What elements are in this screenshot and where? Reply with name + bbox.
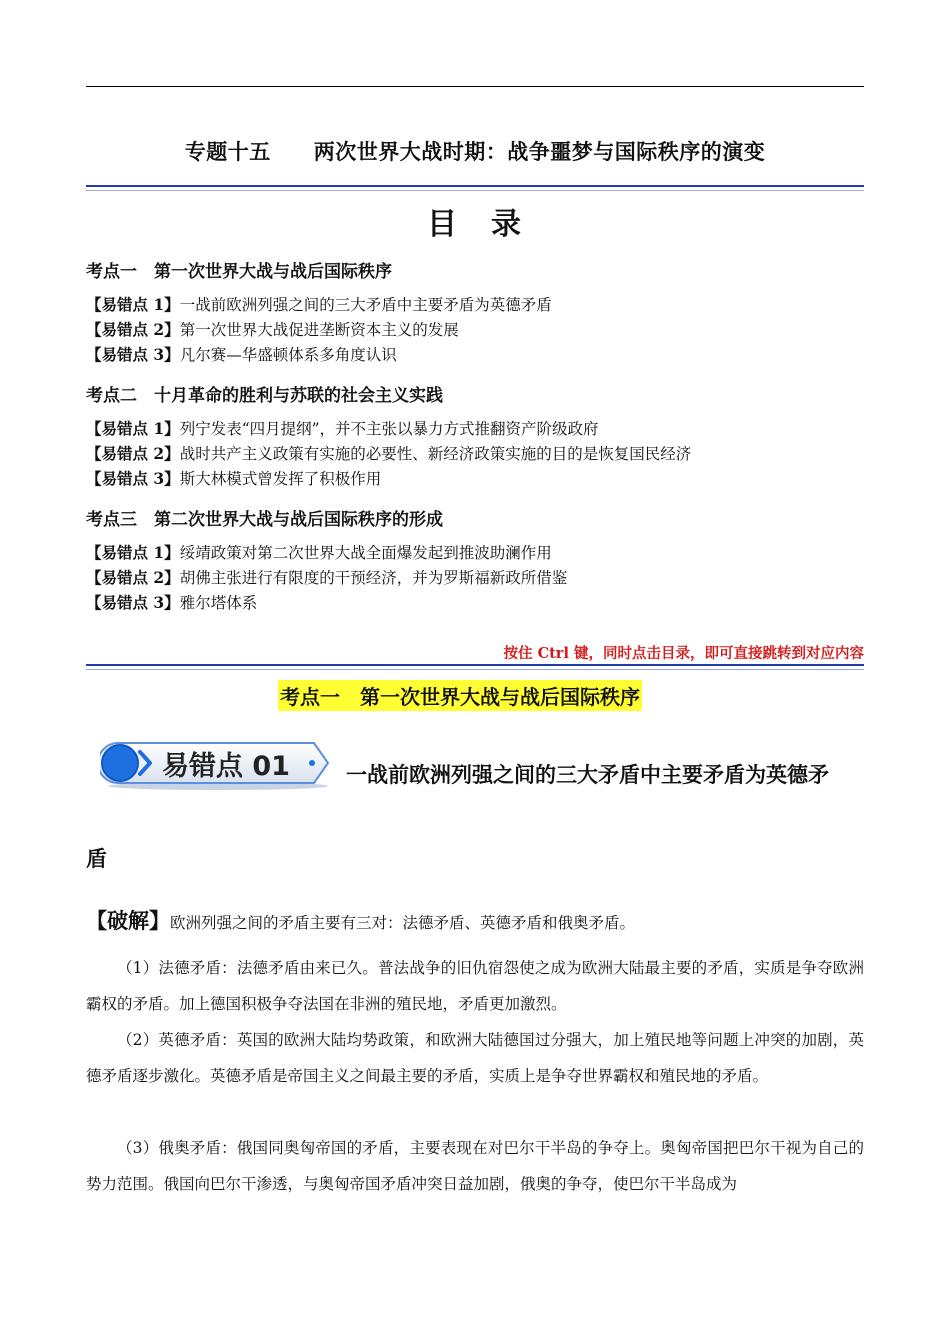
badge-label: 易错点 01 (162, 751, 290, 782)
toc-end-rule-under (86, 669, 864, 670)
toc-item-label: 【易错点 2】 (86, 320, 180, 339)
paragraph-2: （2）英德矛盾：英国的欧洲大陆均势政策，和欧洲大陆德国过分强大，加上殖民地等问题上冲突的加剧，英德矛盾逐步激化。英德矛盾是帝国主义之间最主要的矛盾，实质上是争夺世界霸权和殖民地的矛盾。 (86, 1031, 864, 1085)
toc-section-3[interactable]: 考点三 第二次世界大战与战后国际秩序的形成 (86, 510, 443, 530)
toc-item-text: 第一次世界大战促进垄断资本主义的发展 (179, 321, 459, 339)
analysis-tag: 【破解】 (86, 908, 170, 933)
error-point-heading: 一战前欧洲列强之间的三大矛盾中主要矛盾为英德矛 (346, 762, 829, 787)
toc-section-1[interactable]: 考点一 第一次世界大战与战后国际秩序 (86, 262, 392, 282)
toc-item-label: 【易错点 1】 (86, 543, 180, 562)
paragraph-1: （1）法德矛盾：法德矛盾由来已久。普法战争的旧仇宿怨使之成为欧洲大陆最主要的矛盾，实质是争夺欧洲霸权的矛盾。加上德国积极争夺法国在非洲的殖民地，矛盾更加激烈。 (86, 959, 864, 1013)
toc-item-text: 雅尔塔体系 (179, 594, 258, 612)
toc-item[interactable] (86, 467, 381, 489)
toc-item[interactable] (86, 442, 691, 464)
paragraph-3: （3）俄奥矛盾：俄国同奥匈帝国的矛盾，主要表现在对巴尔干半岛的争夺上。奥匈帝国把巴尔干视为自己的势力范围。俄国向巴尔干渗透，与奥匈帝国矛盾冲突日益加剧，俄奥的争夺，使巴尔干半岛成为 (86, 1139, 864, 1193)
title-rule (86, 185, 864, 187)
toc-item-text: 绥靖政策对第二次世界大战全面爆发起到推波助澜作用 (179, 544, 552, 562)
toc-item[interactable] (86, 293, 552, 315)
toc-item-label: 【易错点 2】 (86, 444, 180, 463)
toc-item-text: 斯大林模式曾发挥了积极作用 (179, 470, 382, 488)
toc-item-label: 【易错点 2】 (86, 568, 180, 587)
toc-item-label: 【易错点 1】 (86, 419, 180, 438)
error-point-heading-cont: 盾 (86, 846, 107, 871)
toc-item[interactable] (86, 343, 397, 365)
analysis-intro (86, 905, 635, 935)
title-rule-under (86, 190, 864, 191)
toc-item-label: 【易错点 3】 (86, 469, 180, 488)
toc-end-rule (86, 664, 864, 666)
toc-item[interactable] (86, 541, 552, 563)
toc-item[interactable] (86, 417, 599, 439)
toc-item-text: 战时共产主义政策有实施的必要性、新经济政策实施的目的是恢复国民经济 (179, 445, 692, 463)
toc-item-label: 【易错点 3】 (86, 345, 180, 364)
toc-item-text: 胡佛主张进行有限度的干预经济，并为罗斯福新政所借鉴 (179, 569, 568, 587)
analysis-text: 欧洲列强之间的矛盾主要有三对：法德矛盾、英德矛盾和俄奥矛盾。 (170, 914, 636, 932)
section-banner: 考点一 第一次世界大战与战后国际秩序 (278, 680, 642, 711)
toc-item[interactable] (86, 566, 567, 588)
toc-item-label: 【易错点 1】 (86, 295, 180, 314)
toc-item-text: 凡尔赛—华盛顿体系多角度认识 (179, 346, 397, 364)
toc-item-text: 列宁发表“四月提纲”，并不主张以暴力方式推翻资产阶级政府 (179, 420, 599, 438)
top-rule (86, 86, 864, 87)
toc-item-text: 一战前欧洲列强之间的三大矛盾中主要矛盾为英德矛盾 (179, 296, 552, 314)
toc-heading: 目 录 (427, 207, 523, 242)
toc-item[interactable] (86, 318, 459, 340)
document-title: 专题十五 两次世界大战时期：战争噩梦与国际秩序的演变 (184, 139, 766, 164)
error-point-badge (100, 738, 332, 792)
toc-item-label: 【易错点 3】 (86, 593, 180, 612)
ctrl-click-note: 按住 Ctrl 键，同时点击目录，即可直接跳转到对应内容 (503, 645, 864, 662)
toc-item[interactable] (86, 591, 257, 613)
toc-section-2[interactable]: 考点二 十月革命的胜利与苏联的社会主义实践 (86, 386, 443, 406)
